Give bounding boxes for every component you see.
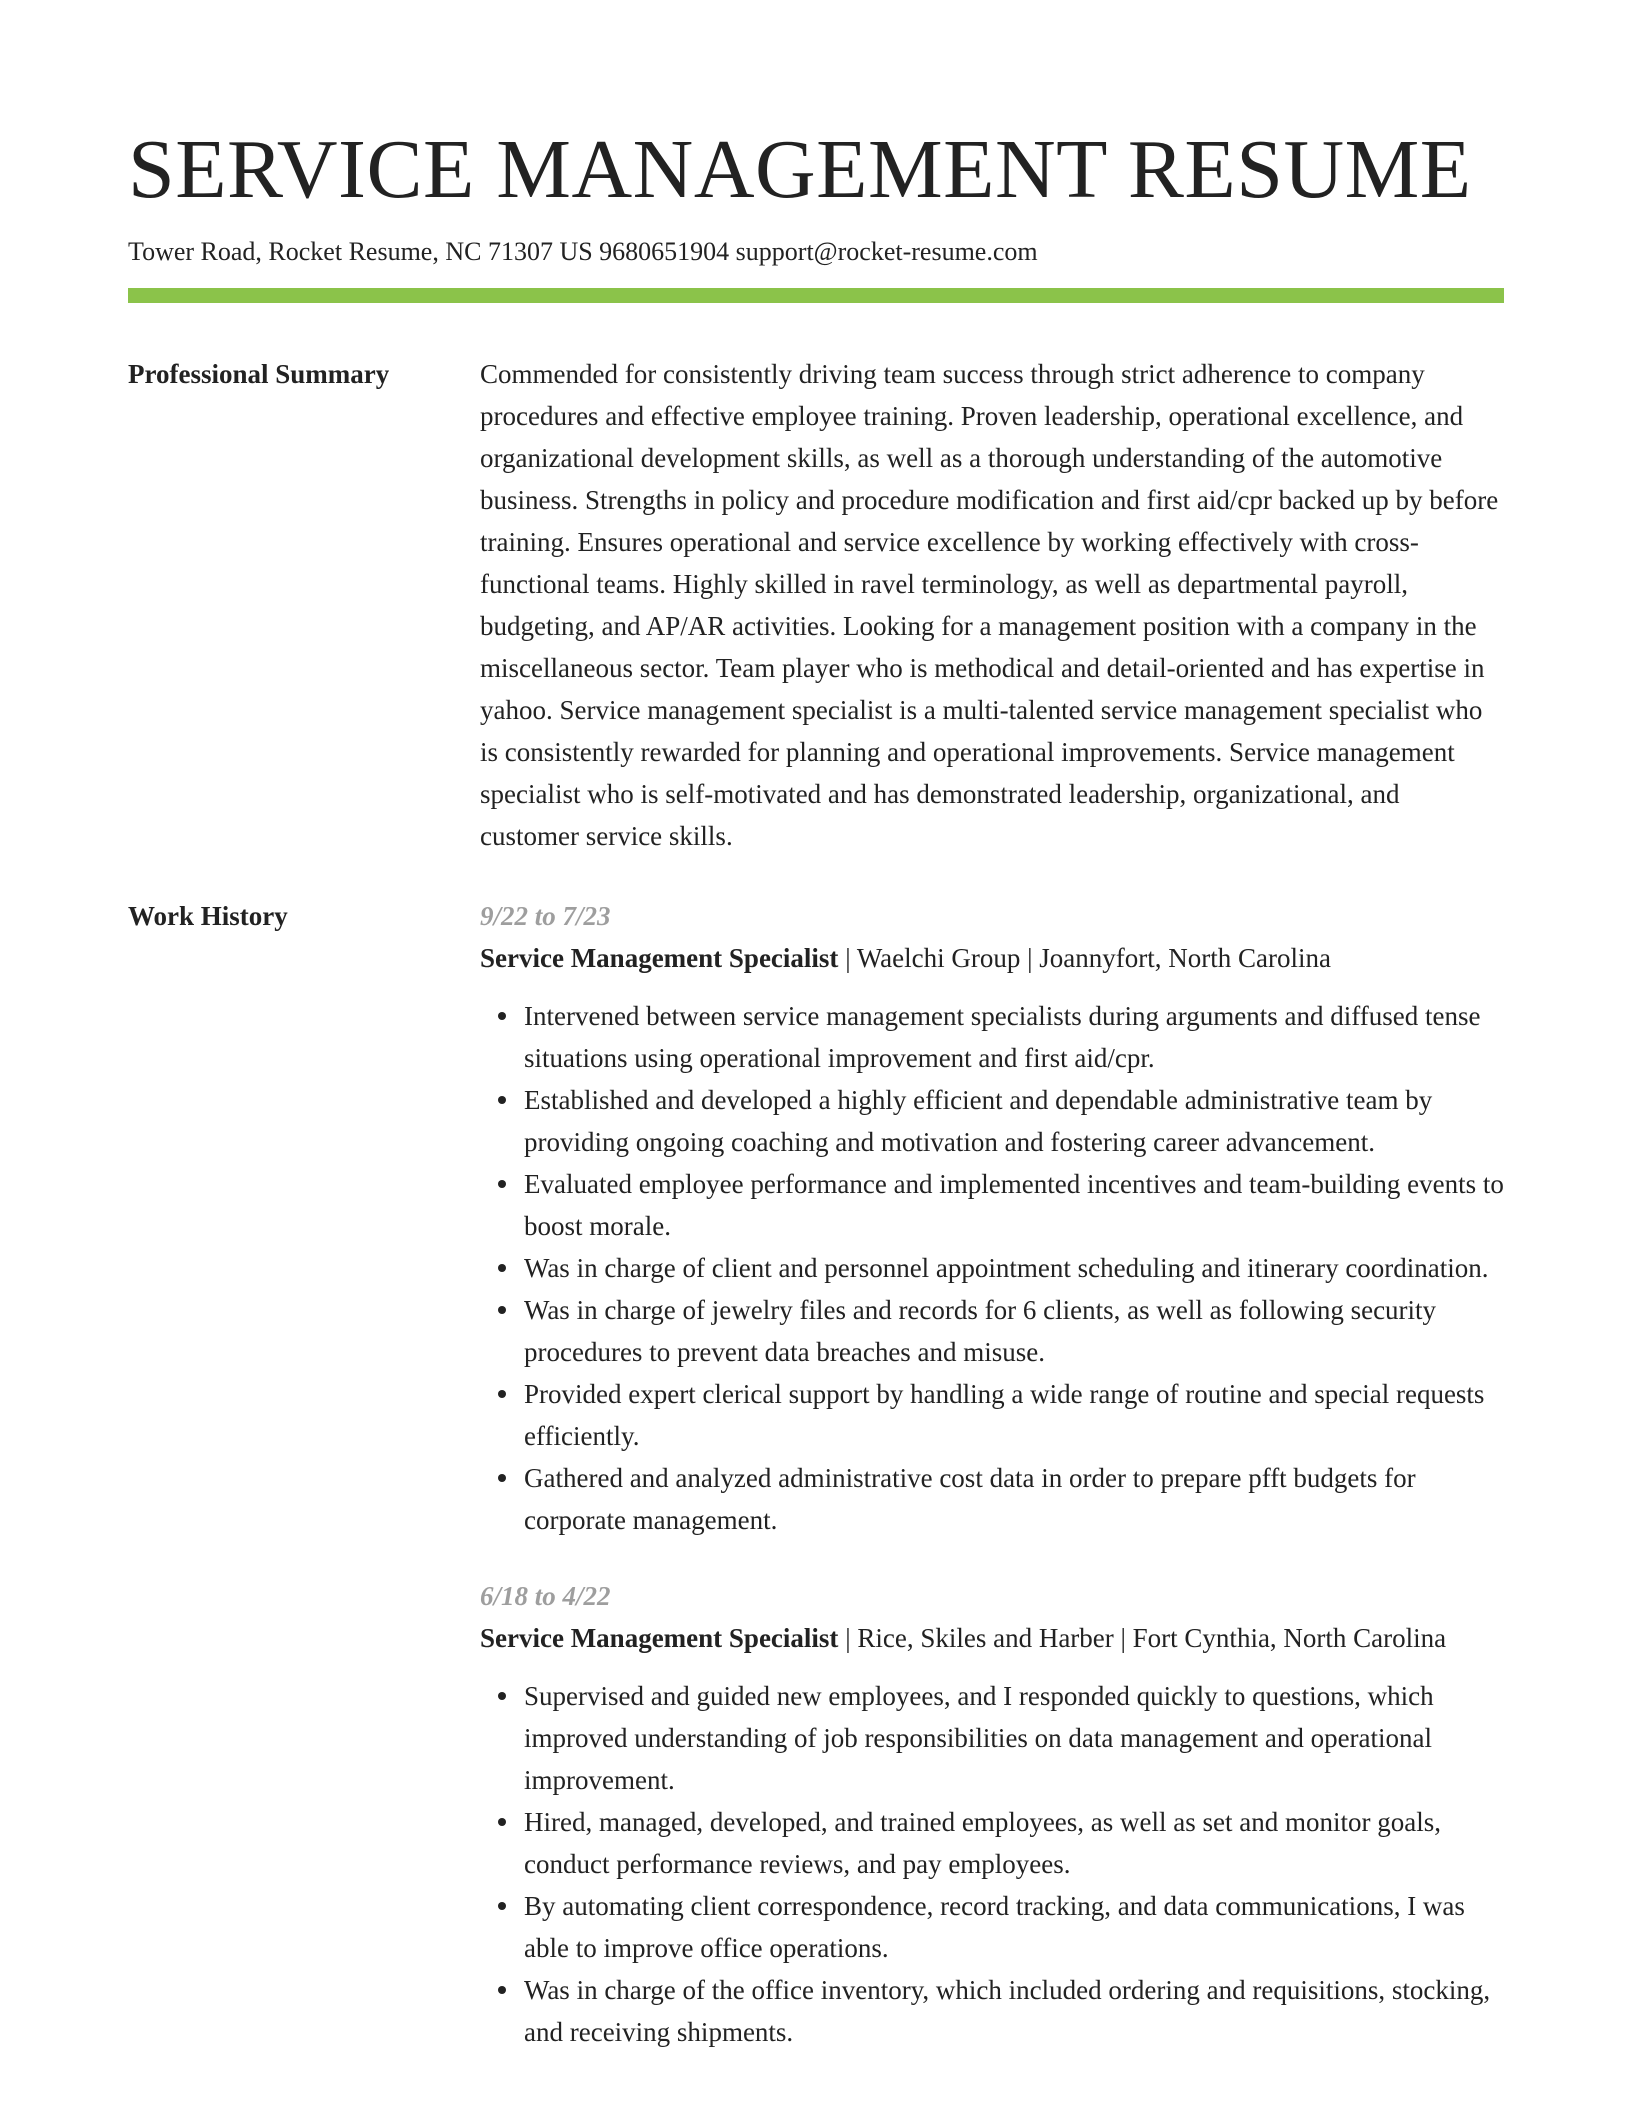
job-heading <box>480 1617 1504 1659</box>
job-bullet: Intervened between service management specialists during arguments and diffused tense situations using operational improvement and first aid/cpr. <box>524 995 1504 1079</box>
job-company-location: | Rice, Skiles and Harber | Fort Cynthia, North Carolina <box>838 1623 1447 1653</box>
job-title: Service Management Specialist <box>480 943 839 973</box>
job-bullet-list <box>480 995 1504 1541</box>
work-history-body <box>480 895 1504 2087</box>
job-bullet: Supervised and guided new employees, and I responded quickly to questions, which improved understanding of job responsibilities on data management and operational improvement. <box>524 1675 1504 1801</box>
job-dates: 9/22 to 7/23 <box>480 901 611 931</box>
job-bullet: Gathered and analyzed administrative cost data in order to prepare pfft budgets for corporate management. <box>524 1457 1504 1541</box>
summary-text: Commended for consistently driving team success through strict adherence to company procedures and effective employee training. Proven leadership, operational excellence, and organizational development skills, as well as a thorough understanding of the automotive business. Strengths in policy and procedure modification and first aid/cpr backed up by before training. Ensures operational and service excellence by working effectively with cross-functional teams. Highly skilled in ravel terminology, as well as departmental payroll, budgeting, and AP/AR activities. Looking for a management position with a company in the miscellaneous sector. Team player who is methodical and detail-oriented and has expertise in yahoo. Service management specialist is a multi-talented service management specialist who is consistently rewarded for planning and operational improvements. Service management specialist who is self-motivated and has demonstrated leadership, organizational, and customer service skills. <box>480 359 1499 851</box>
job-bullet: Was in charge of client and personnel appointment scheduling and itinerary coordination. <box>524 1247 1504 1289</box>
professional-summary-section <box>128 353 1504 857</box>
job-bullet: Provided expert clerical support by handling a wide range of routine and special requests efficiently. <box>524 1373 1504 1457</box>
section-title-professional-summary: Professional Summary <box>128 359 390 389</box>
header-divider <box>128 288 1504 303</box>
job-bullet: Was in charge of jewelry files and records for 6 clients, as well as following security procedures to prevent data breaches and misuse. <box>524 1289 1504 1373</box>
job-dates: 6/18 to 4/22 <box>480 1581 611 1611</box>
job-bullet: Evaluated employee performance and implemented incentives and team-building events to boost morale. <box>524 1163 1504 1247</box>
job-entry <box>480 895 1504 1541</box>
job-bullet: By automating client correspondence, record tracking, and data communications, I was able to improve office operations. <box>524 1885 1504 1969</box>
resume-header <box>128 0 1504 303</box>
job-bullet-list <box>480 1675 1504 2053</box>
section-title-work-history: Work History <box>128 901 288 931</box>
contact-info: Tower Road, Rocket Resume, NC 71307 US 9680651904 support@rocket-resume.com <box>128 237 1038 266</box>
job-entry <box>480 1575 1504 2053</box>
job-company-location: | Waelchi Group | Joannyfort, North Carolina <box>838 943 1331 973</box>
professional-summary-body <box>480 353 1504 857</box>
work-history-section <box>128 895 1504 2087</box>
job-title: Service Management Specialist <box>480 1623 839 1653</box>
job-bullet: Was in charge of the office inventory, which included ordering and requisitions, stocking, and receiving shipments. <box>524 1969 1504 2053</box>
job-bullet: Hired, managed, developed, and trained employees, as well as set and monitor goals, conduct performance reviews, and pay employees. <box>524 1801 1504 1885</box>
job-bullet: Established and developed a highly efficient and dependable administrative team by providing ongoing coaching and motivation and fostering career advancement. <box>524 1079 1504 1163</box>
job-heading <box>480 937 1504 979</box>
resume-name: SERVICE MANAGEMENT RESUME <box>128 123 1472 216</box>
